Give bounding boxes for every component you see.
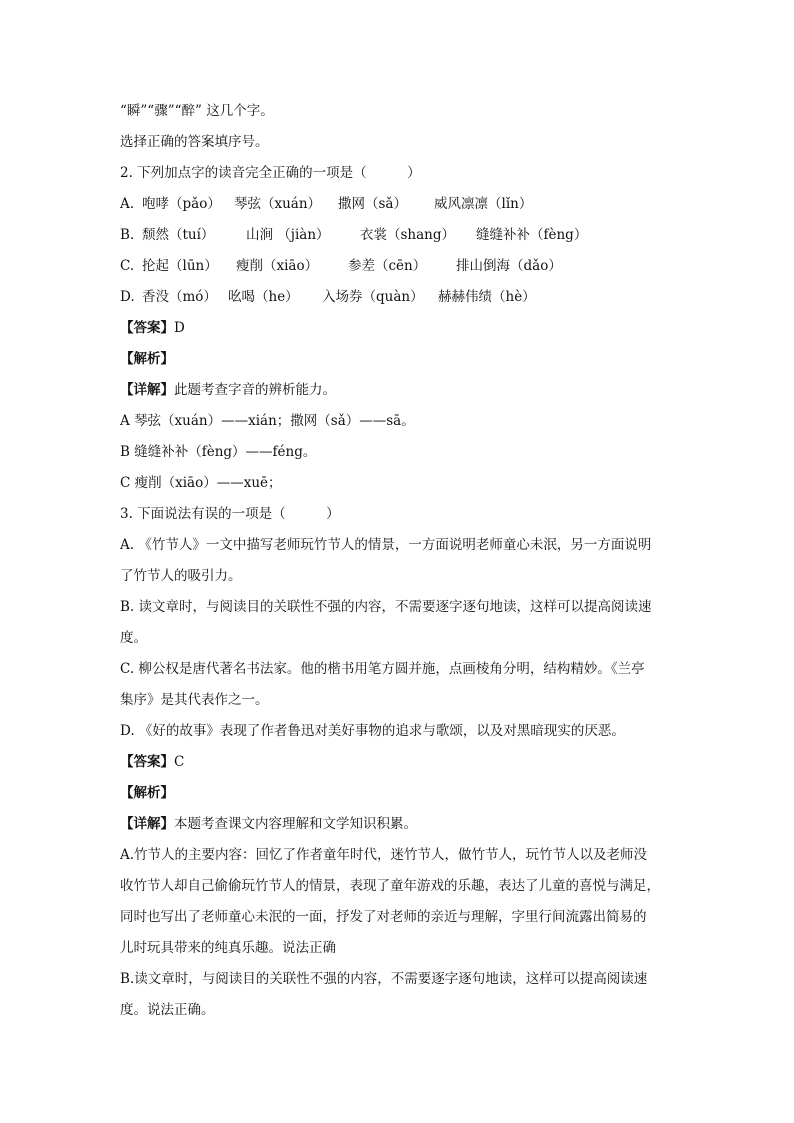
- answer-tag: 【答案】: [120, 754, 174, 770]
- explanation-line: 收竹节人却自己偷偷玩竹节人的情景，表现了童年游戏的乐趣，表达了儿童的喜悦与满足，: [120, 878, 660, 894]
- q3-option-a-cont: 了竹节人的吸引力。: [120, 568, 242, 584]
- q3-option-b: B. 读文章时，与阅读目的关联性不强的内容，不需要逐字逐句地读，这样可以提高阅读速: [120, 599, 652, 615]
- option-label: B.: [120, 227, 135, 243]
- answer-value: C: [174, 754, 185, 770]
- analysis-tag: 【解析】: [120, 785, 174, 801]
- q3-option-d: D. 《好的故事》表现了作者鲁迅对美好事物的追求与歌颂，以及对黑暗现实的厌恶。: [120, 723, 625, 739]
- answer-line: [120, 747, 680, 778]
- option-item: 缝缝补补（fèng）: [476, 227, 588, 243]
- option-item: 香没（mó）: [142, 289, 217, 305]
- analysis-line: [120, 344, 680, 375]
- q3-option-c: C. 柳公权是唐代著名书法家。他的楷书用笔方圆并施，点画棱角分明，结构精妙。《兰亭: [120, 661, 645, 677]
- option-item: 吆喝（he）: [228, 289, 299, 305]
- q3-option-b-cont: 度。: [120, 630, 147, 646]
- question-2-stem: 2. 下列加点字的读音完全正确的一项是（ ）: [120, 165, 421, 181]
- option-item: 参差（cēn）: [348, 258, 427, 274]
- explanation-line: A.竹节人的主要内容：回忆了作者童年时代，迷竹节人，做竹节人，玩竹节人以及老师没: [120, 847, 648, 863]
- option-item: 颓然（tuí）: [142, 227, 215, 243]
- q3-option-c-cont: 集序》是其代表作之一。: [120, 692, 269, 708]
- detail-text: 此题考查字音的辨析能力。: [174, 382, 336, 398]
- detail-line: [120, 375, 680, 406]
- q2-option-b: [120, 220, 680, 251]
- document-content: [120, 96, 680, 1026]
- option-label: C.: [120, 258, 135, 274]
- option-item: 咆哮（pǎo）: [142, 196, 221, 212]
- option-item: 威风凛凛（lǐn）: [434, 196, 533, 212]
- option-item: 琴弦（xuán）: [234, 196, 322, 212]
- detail-item: C 瘦削（xiāo）——xuē；: [120, 475, 282, 491]
- explanation-line: 度。说法正确。: [120, 1002, 215, 1018]
- option-item: 抡起（lūn）: [142, 258, 218, 274]
- explanation-line: B.读文章时，与阅读目的关联性不强的内容，不需要逐字逐句地读，这样可以提高阅读速: [120, 971, 648, 987]
- text-line: 选择正确的答案填序号。: [120, 134, 269, 150]
- option-item: 入场券（quàn）: [322, 289, 424, 305]
- answer-tag: 【答案】: [120, 320, 174, 336]
- detail-text: 本题考查课文内容理解和文学知识积累。: [174, 816, 417, 832]
- text-line: “瞬”“骤”“醉” 这几个字。: [120, 103, 274, 119]
- option-label: D.: [120, 289, 135, 305]
- answer-line: [120, 313, 680, 344]
- answer-value: D: [174, 320, 185, 336]
- analysis-line: [120, 778, 680, 809]
- option-item: 撒网（sǎ）: [338, 196, 407, 212]
- option-label: A.: [120, 196, 135, 212]
- q2-option-d: [120, 282, 680, 313]
- q2-option-c: [120, 251, 680, 282]
- option-item: 衣裳（shang）: [360, 227, 456, 243]
- option-item: 赫赫伟绩（hè）: [438, 289, 536, 305]
- q3-option-a: A. 《竹节人》一文中描写老师玩竹节人的情景，一方面说明老师童心未泯，另一方面说明: [120, 537, 652, 553]
- detail-tag: 【详解】: [120, 816, 174, 832]
- detail-item: B 缝缝补补（fèng）——féng。: [120, 444, 317, 460]
- option-item: 瘦削（xiāo）: [236, 258, 319, 274]
- option-item: 山涧 （jiàn）: [246, 227, 330, 243]
- q2-option-a: [120, 189, 680, 220]
- detail-item: A 琴弦（xuán）——xián；撒网（sǎ）——sā。: [120, 413, 415, 429]
- analysis-tag: 【解析】: [120, 351, 174, 367]
- detail-line: [120, 809, 680, 840]
- explanation-line: 儿时玩具带来的纯真乐趣。说法正确: [120, 940, 336, 956]
- option-item: 排山倒海（dǎo）: [456, 258, 562, 274]
- detail-tag: 【详解】: [120, 382, 174, 398]
- question-3-stem: 3. 下面说法有误的一项是（ ）: [120, 506, 340, 522]
- explanation-line: 同时也写出了老师童心未泯的一面，抒发了对老师的亲近与理解，字里行间流露出简易的: [120, 909, 647, 925]
